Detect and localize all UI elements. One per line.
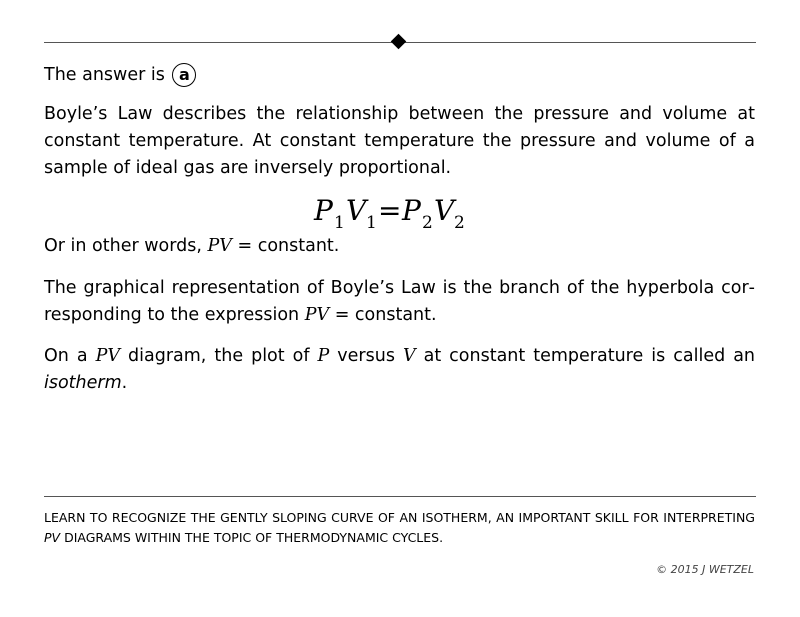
pv-expr: PV [207,236,232,256]
formula-p1: P [314,194,333,227]
bottom-divider [44,496,756,497]
diamond-ornament [391,34,407,50]
footer-note [44,508,755,548]
boyles-law-formula [300,192,500,232]
formula-sub-v1: 1 [366,213,377,232]
isotherm-text-4: at constant temperature is called an [415,346,756,366]
isotherm-text-3: versus [329,346,403,366]
isotherm-paragraph [44,343,755,397]
answer-choice-badge: a [172,63,196,87]
boyles-law-description: Boyle’s Law describes the relationship between the pressure and volume at constant temperature. At constant temperature the pressure and volume of a sample of ideal gas are inversely proportional. [44,104,755,178]
formula-equals: = [378,194,402,227]
formula-p2: P [402,194,421,227]
pv-constant-line [44,233,755,260]
isotherm-term: isotherm [44,373,122,393]
pv-expr: PV [95,346,121,366]
hyperbola-post: = constant. [329,305,437,325]
formula-sub-v2: 2 [454,213,465,232]
isotherm-text-2: diagram, the plot of [120,346,318,366]
formula-sub-p2: 2 [422,213,433,232]
hyperbola-text: The graphical representation of Boyle’s Law is the branch of the hyperbola corresponding to the expression [44,278,755,325]
footer-text-1: LEARN TO RECOGNIZE THE GENTLY SLOPING CURVE OF AN ISOTHERM, AN IMPORTANT SKILL FOR INTERPRETING [44,510,755,525]
answer-line [44,62,755,89]
pv-constant-post: = constant. [231,236,340,256]
formula-v2: V [434,194,455,227]
isotherm-period: . [121,373,128,393]
v-expr: V [402,346,416,366]
formula-v1: V [346,194,367,227]
p-expr: P [317,346,330,366]
footer-text-2: DIAGRAMS WITHIN THE TOPIC OF THERMODYNAMIC CYCLES. [60,530,444,545]
footer-pv: PV [44,530,61,545]
answer-intro: The answer is [44,65,165,85]
isotherm-text-1: On a [44,346,96,366]
hyperbola-paragraph [44,275,755,329]
copyright: © 2015 J WETZEL [656,563,754,576]
formula-sub-p1: 1 [334,213,345,232]
pv-constant-pre: Or in other words, [44,236,208,256]
pv-expr: PV [304,305,330,325]
